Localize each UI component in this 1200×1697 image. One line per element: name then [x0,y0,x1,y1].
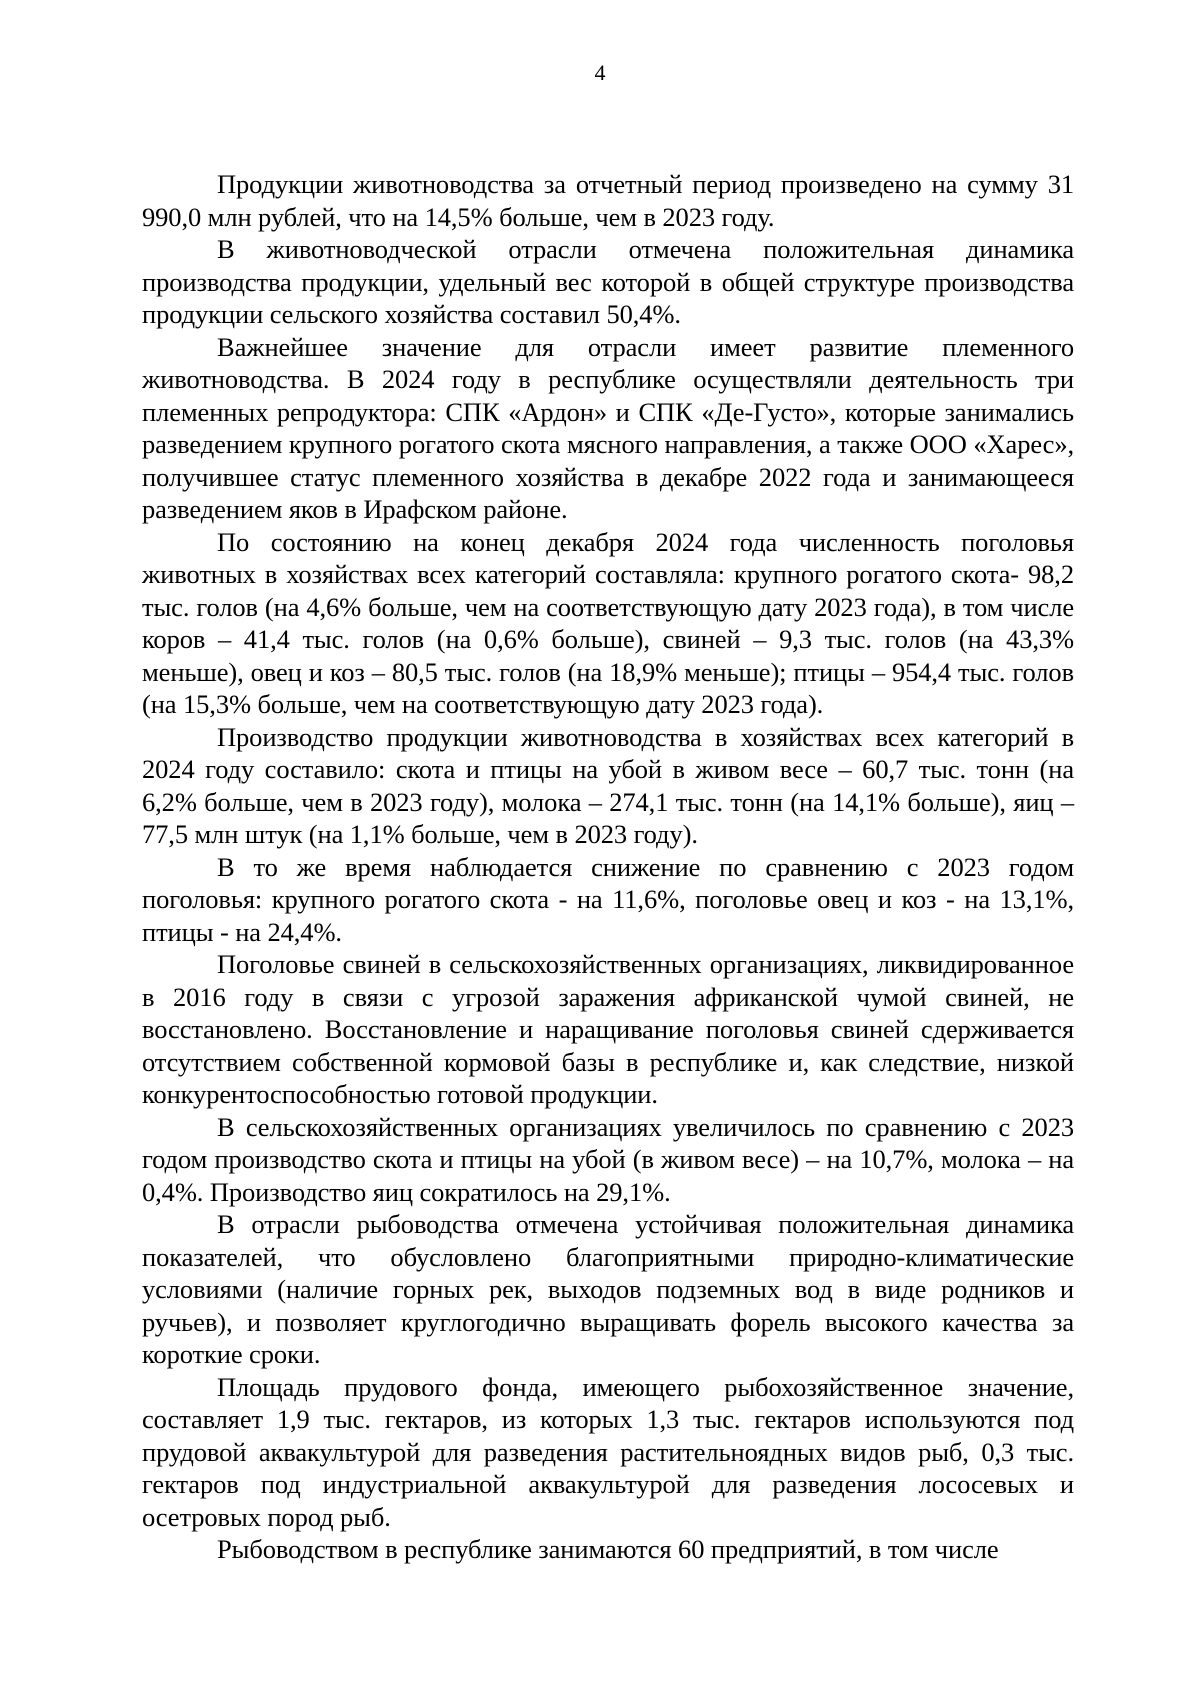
paragraph-fish-enterprises: Рыбоводством в республике занимаются 60 предприятий, в том числе [217,1534,999,1564]
paragraph-livestock-production: Производство продукции животноводства в хозяйствах всех категорий в 2024 году составило: скота и птицы на убой в живом весе – 60,7 тыс. тонн (на 6,2% больше, чем в 2023 году), молока – 274,1 тыс. тонн (на 14,1% больше), яиц – 77,5 млн штук (на 1,1% больше, чем в 2023 году). [142,721,1074,849]
document-body [142,168,1074,1566]
paragraph-pond-fund: Площадь прудового фонда, имеющего рыбохозяйственное значение, составляет 1,9 тыс. гектаров, из которых 1,3 тыс. гектаров используются под прудовой аквакультурой для разведения растительноядных видов рыб, 0,3 тыс. гектаров под индустриальной аквакультурой для разведения лососевых и осетровых пород рыб. [142,1371,1074,1532]
paragraph-breeding: Важнейшее значение для отрасли имеет развитие племенного животноводства. В 2024 году в республике осуществляли деятельность три племенных репродуктора: СПК «Ардон» и СПК «Де-Густо», которые занимались разведением крупного рогатого скота мясного направления, а также ООО «Харес», получившее статус племенного хозяйства в декабре 2022 года и занимающееся разведением яков в Ирафском районе. [142,331,1074,524]
paragraph-livestock-dynamics: В животноводческой отрасли отмечена положительная динамика производства продукции, удельный вес которой в общей структуре производства продукции сельского хозяйства составил 50,4%. [142,234,1074,329]
paragraph-fish-farming: В отрасли рыбоводства отмечена устойчивая положительная динамика показателей, что обусловлено благоприятными природно-климатические условиями (наличие горных рек, выходов подземных вод в виде родников и ручьев), и позволяет круглогодично выращивать форель высокого качества за короткие сроки. [142,1209,1074,1369]
paragraph-agri-organizations: В сельскохозяйственных организациях увеличилось по сравнению с 2023 годом производство скота и птицы на убой (в живом весе) – на 10,7%, молока – на 0,4%. Производство яиц сократилось на 29,1%. [142,1111,1074,1207]
paragraph-livestock-numbers: По состоянию на конец декабря 2024 года численность поголовья животных в хозяйствах всех категорий составляла: крупного рогатого скота- 98,2 тыс. голов (на 4,6% больше, чем на соответствующую дату 2023 года), в том числе коров – 41,4 тыс. голов (на 0,6% больше), свиней – 9,3 тыс. голов (на 43,3% меньше), овец и коз – 80,5 тыс. голов (на 18,9% меньше); птицы – 954,4 тыс. голов (на 15,3% больше, чем на соответствующую дату 2023 года). [142,526,1074,719]
paragraph-livestock-decline: В то же время наблюдается снижение по сравнению с 2023 годом поголовья: крупного рогатого скота - на 11,6%, поголовье овец и коз - на 13,1%, птицы - на 24,4%. [142,851,1074,947]
paragraph-pig-population: Поголовье свиней в сельскохозяйственных организациях, ликвидированное в 2016 году в связи с угрозой заражения африканской чумой свиней, не восстановлено. Восстановление и наращивание поголовья свиней сдерживается отсутствием собственной кормовой базы в республике и, как следствие, низкой конкурентоспособностью готовой продукции. [142,949,1074,1109]
page-number: 4 [594,60,606,85]
paragraph-livestock-output: Продукции животноводства за отчетный период произведено на сумму 31 990,0 млн рублей, что на 14,5% больше, чем в 2023 году. [142,169,1074,232]
